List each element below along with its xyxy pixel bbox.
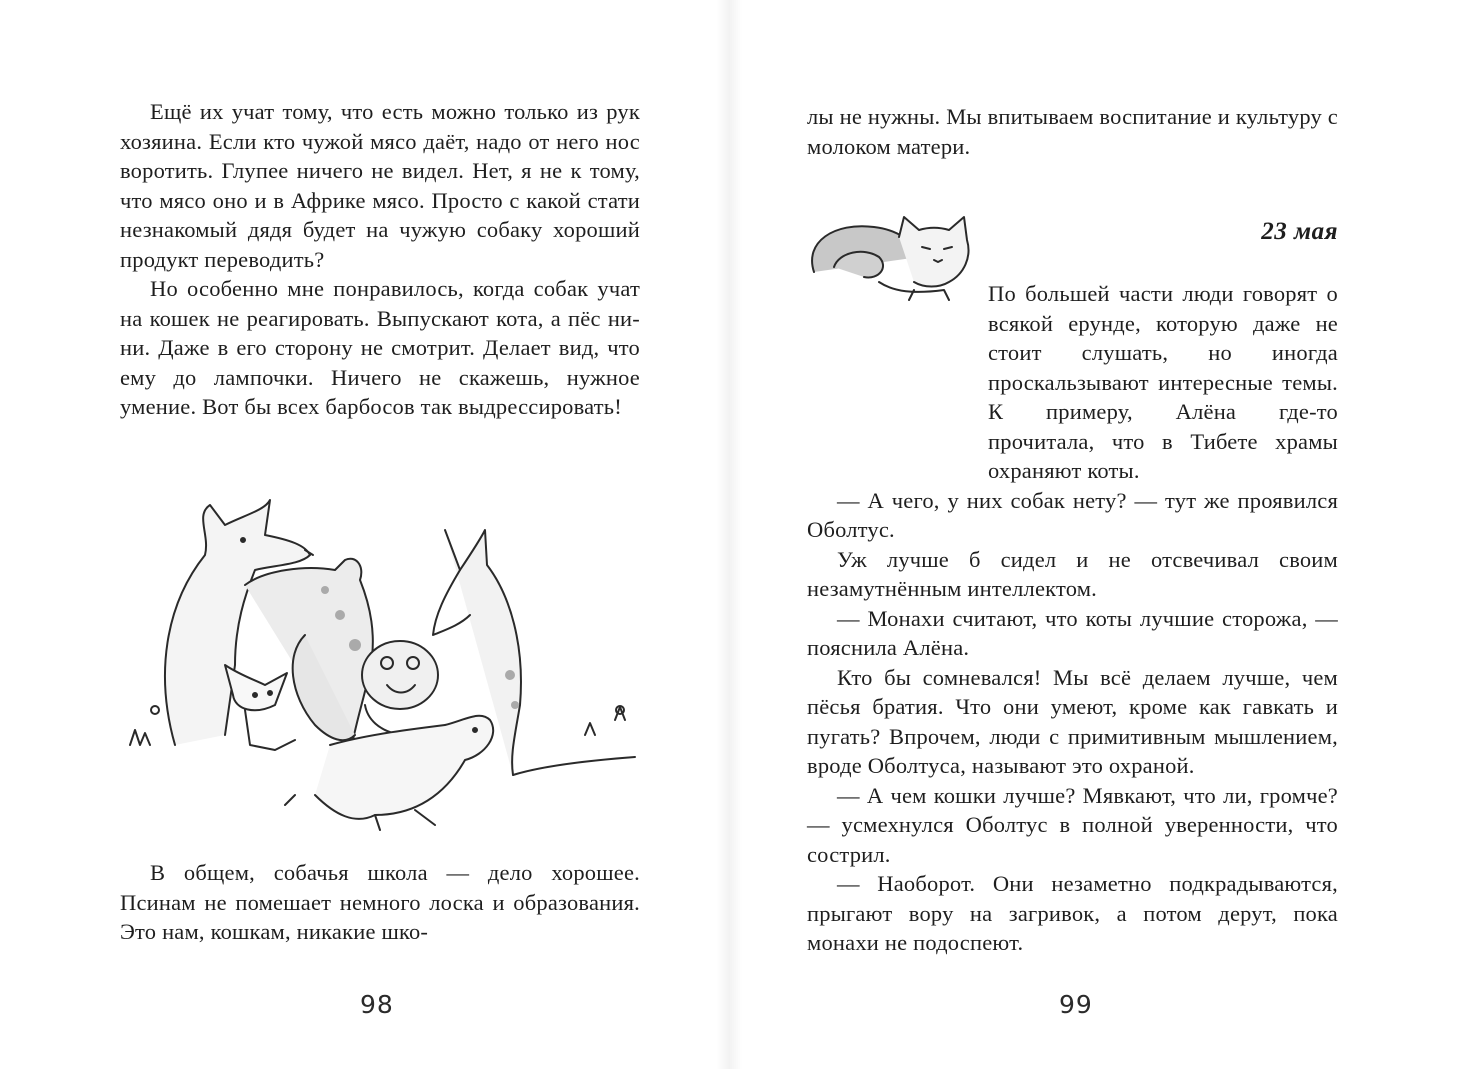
paragraph: — А чем кошки лучше? Мявкают, что ли, громче? — усмехнулся Оболтус в полной уверенности, что сострил. xyxy=(807,782,1338,867)
page-number: 99 xyxy=(1059,990,1093,1019)
paragraph: По большей части люди говорят о всякой ерунде, которую даже не стоит слушать, но иногда проскальзывают интересные темы. К примеру, Алёна где-то прочитала, что в Тибете храмы охраняют коты. xyxy=(988,281,1338,483)
right-text-main xyxy=(807,279,1338,958)
left-text-bottom xyxy=(120,858,640,947)
paragraph: Уж лучше б сидел и не отсвечивал своим незамутнённым интеллектом. xyxy=(807,546,1338,601)
paragraph: Кто бы сомневался! Мы всё делаем лучше, чем пёсья братия. Что они умеют, кроме как гавкать и пугать? Впрочем, люди с примитивным мышлением, вроде Оболтуса, называют это охраной. xyxy=(807,664,1338,778)
paragraph: — Монахи считают, что коты лучшие сторожа, — пояснила Алёна. xyxy=(807,605,1338,660)
paragraph: В общем, собачья школа — дело хорошее. Псинам не помешает немного лоска и образования. Это нам, кошкам, никакие шко- xyxy=(120,860,640,944)
paragraph: Ещё их учат тому, что есть можно только из рук хозяина. Если кто чужой мясо даёт, надо от него нос воротить. Глупее ничего не видел. Нет, я не к тому, что мясо оно и в Африке мясо. Просто с какой стати незнакомый дядя будет на чужую собаку хороший продукт переводить? xyxy=(120,99,640,272)
right-page xyxy=(729,0,1458,1069)
paragraph: лы не нужны. Мы впитываем воспитание и культуру с молоком матери. xyxy=(807,104,1338,159)
right-text-top xyxy=(807,102,1338,161)
date-heading: 23 мая xyxy=(1261,218,1338,245)
paragraph: — Наоборот. Они незаметно подкрадываются, прыгают вору на загривок, а потом дерут, пока монахи не подоспеют. xyxy=(807,871,1338,955)
page-number: 98 xyxy=(360,990,394,1019)
dogs-and-cat-illustration xyxy=(115,495,645,840)
left-text-top xyxy=(120,97,640,422)
paragraph: Но особенно мне понравилось, когда собак учат на кошек не реагировать. Выпускают кота, а пёс ни-ни. Даже в его сторону не смотрит. Делает вид, что ему до лампочки. Ничего не скажешь, нужное умение. Вот бы всех барбосов так выдрессировать! xyxy=(120,276,640,419)
paragraph: — А чего, у них собак нету? — тут же проявился Оболтус. xyxy=(807,487,1338,542)
